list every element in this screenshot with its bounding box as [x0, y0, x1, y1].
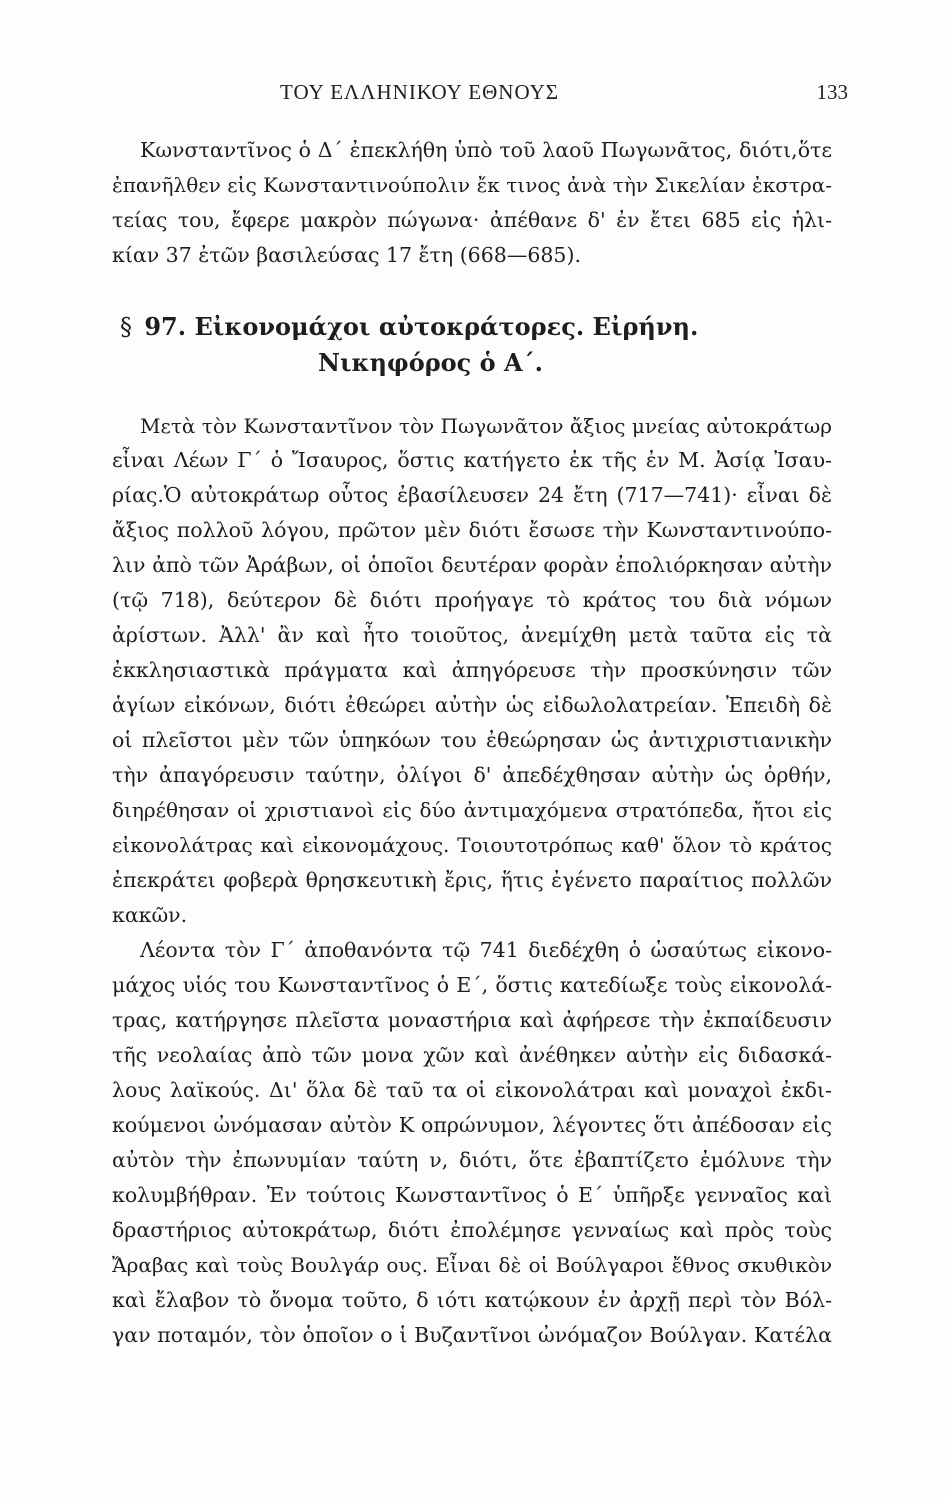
running-head — [88, 80, 848, 110]
paragraph-3-line: τῆς νεολαίας ἀπὸ τῶν μονα χῶν καὶ ἀνέθηκεν αὐτὴν εἰς διδασκά- — [112, 1043, 832, 1067]
paragraph-2-line: διηρέθησαν οἱ χριστιανοὶ εἰς δύο ἀντιμαχόμενα στρατόπεδα, ἤτοι εἰς — [112, 798, 832, 822]
section-heading — [120, 309, 698, 345]
paragraph-1-line: ἐπανῆλθεν εἰς Κωνσταντινούπολιν ἔκ τινος ἀνὰ τὴν Σικελίαν ἐκστρα- — [112, 173, 832, 197]
paragraph-3-line: γαν ποταμόν, τὸν ὁποῖον ο ἱ Βυζαντῖνοι ὠνόμαζον Βούλγαν. Κατέλα — [112, 1323, 832, 1347]
paragraph-3-line: καὶ ἔλαβον τὸ ὄνομα τοῦτο, δ ιότι κατῴκουν ἐν ἀρχῇ περὶ τὸν Βόλ- — [112, 1288, 832, 1312]
paragraph-3-line: κούμενοι ὠνόμασαν αὐτὸν Κ οπρώνυμον, λέγοντες ὅτι ἀπέδοσαν εἰς — [112, 1113, 832, 1137]
paragraph-2-line: ἀρίστων. Ἀλλ' ἂν καὶ ἦτο τοιοῦτος, ἀνεμίχθη μετὰ ταῦτα εἰς τὰ — [112, 623, 832, 647]
paragraph-2-line: ἐκκλησιαστικὰ πράγματα καὶ ἀπηγόρευσε τὴν προσκύνησιν τῶν — [112, 658, 832, 682]
paragraph-1-line: τείας του, ἔφερε μακρὸν πώγωνα· ἀπέθανε δ' ἐν ἔτει 685 εἰς ἡλι- — [112, 208, 832, 232]
paragraph-3-line: Ἄραβας καὶ τοὺς Βουλγάρ ους. Εἶναι δὲ οἱ Βούλγαροι ἔθνος σκυθικὸν — [112, 1253, 832, 1277]
paragraph-3-line: λους λαϊκούς. Δι' ὅλα δὲ ταῦ τα οἱ εἰκονολάτραι καὶ μοναχοὶ ἐκδι- — [112, 1078, 832, 1102]
running-title: ΤΟΥ ΕΛΛΗΝΙΚΟΥ ΕΘΝΟΥΣ — [280, 80, 559, 104]
paragraph-2-line: ἄξιος πολλοῦ λόγου, πρῶτον μὲν διότι ἔσωσε τὴν Κωνσταντινούπο- — [112, 518, 832, 542]
paragraph-2-line: ἁγίων εἰκόνων, διότι ἐθεώρει αὐτὴν ὡς εἰδωλολατρείαν. Ἐπειδὴ δὲ — [112, 693, 832, 717]
paragraph-3-line: δραστήριος αὐτοκράτωρ, διότι ἐπολέμησε γενναίως καὶ πρὸς τοὺς — [112, 1218, 832, 1242]
paragraph-2-line: ἐπεκράτει φοβερὰ θρησκευτικὴ ἔρις, ἥτις ἐγένετο παραίτιος πολλῶν — [112, 868, 832, 892]
paragraph-2-line: τὴν ἀπαγόρευσιν ταύτην, ὀλίγοι δ' ἀπεδέχθησαν αὐτὴν ὡς ὀρθήν, — [112, 763, 832, 787]
paragraph-1-line: κίαν 37 ἐτῶν βασιλεύσας 17 ἔτη (668—685). — [112, 243, 581, 267]
paragraph-2-line: εἶναι Λέων Γ΄ ὁ Ἴσαυρος, ὅστις κατήγετο ἐκ τῆς ἐν Μ. Ἀσίᾳ Ἰσαυ- — [112, 448, 832, 472]
paragraph-3-line: κολυμβήθραν. Ἐν τούτοις Κωνσταντῖνος ὁ Ε΄ ὑπῆρξε γενναῖος καὶ — [112, 1183, 832, 1207]
paragraph-3-line: τρας, κατήργησε πλεῖστα μοναστήρια καὶ ἀφήρεσε τὴν ἐκπαίδευσιν — [112, 1008, 832, 1032]
paragraph-2-line: οἱ πλεῖστοι μὲν τῶν ὑπηκόων του ἐθεώρησαν ὡς ἀντιχριστιανικὴν — [112, 728, 832, 752]
paragraph-2-line: κακῶν. — [112, 903, 188, 927]
paragraph-3-line: μάχος υἱός του Κωνσταντῖνος ὁ Ε΄, ὅστις κατεδίωξε τοὺς εἰκονολά- — [112, 973, 832, 997]
page-number: 133 — [816, 80, 848, 104]
paragraph-3-line: αὐτὸν τὴν ἐπωνυμίαν ταύτη ν, διότι, ὅτε ἐβαπτίζετο ἐμόλυνε τὴν — [112, 1148, 832, 1172]
paragraph-2-line: ρίας.Ὁ αὐτοκράτωρ οὗτος ἐβασίλευσεν 24 ἔτη (717—741)· εἶναι δὲ — [112, 483, 832, 507]
section-sign: § — [120, 313, 132, 341]
paragraph-2-line: λιν ἀπὸ τῶν Ἀράβων, οἱ ὁποῖοι δευτέραν φορὰν ἐπολιόρκησαν αὐτὴν — [112, 553, 832, 577]
paragraph-1-line: Κωνσταντῖνος ὁ Δ΄ ἐπεκλήθη ὑπὸ τοῦ λαοῦ Πωγωνᾶτος, διότι,ὅτε — [140, 138, 832, 162]
paragraph-2-line: Μετὰ τὸν Κωνσταντῖνον τὸν Πωγωνᾶτον ἄξιος μνείας αὐτοκράτωρ — [140, 414, 832, 438]
section-heading-line-2: Νικηφόρος ὁ Α΄. — [318, 348, 543, 377]
section-heading-line-1: 97. Εἰκονομάχοι αὐτοκράτορες. Εἰρήνη. — [144, 312, 699, 341]
paragraph-2-line: εἰκονολάτρας καὶ εἰκονομάχους. Τοιουτοτρόπως καθ' ὅλον τὸ κράτος — [112, 833, 832, 857]
paragraph-2-line: (τῷ 718), δεύτερον δὲ διότι προήγαγε τὸ κράτος του διὰ νόμων — [112, 588, 832, 612]
paragraph-3-line: Λέοντα τὸν Γ΄ ἀποθανόντα τῷ 741 διεδέχθη ὁ ὡσαύτως εἰκονο- — [140, 938, 832, 962]
